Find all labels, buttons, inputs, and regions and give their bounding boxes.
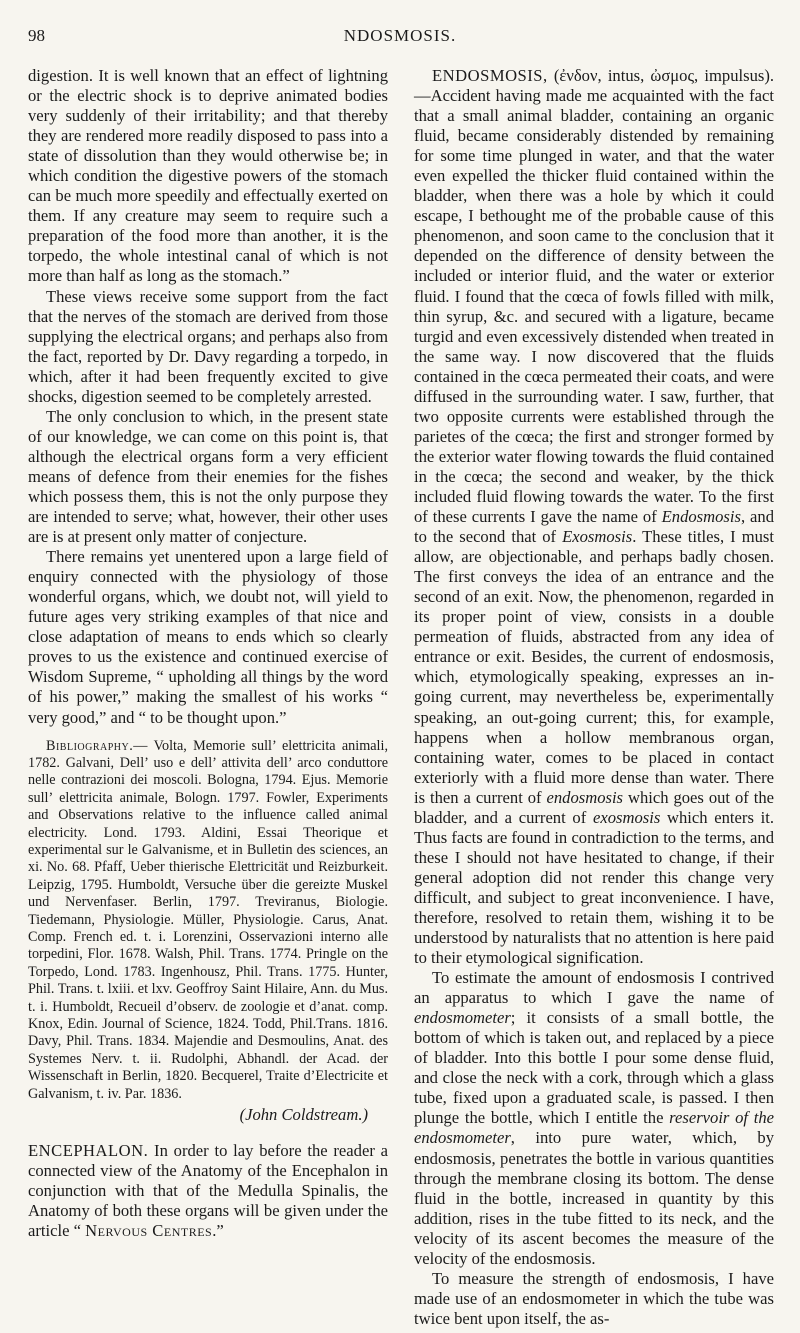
paragraph: To measure the strength of endosmosis, I have made use of an endosmometer in which the tube was twice bent upon itself, the as- bbox=[414, 1268, 774, 1328]
term: exosmosis bbox=[592, 807, 661, 827]
page-number: 98 bbox=[28, 26, 45, 45]
entry-heading: ENCEPHALON. bbox=[28, 1141, 149, 1161]
encephalon-entry bbox=[28, 1141, 388, 1241]
term: Endosmosis bbox=[661, 507, 741, 527]
entry-text: ; it consists of a small bottle, the bottom of which is taken out, and replaced by a piece of bladder. Into this bottle I pour some dense fluid, and close the neck with a cork, through which a glass tube, fixed upon a graduated scale, is passed. I then plunge the bottle, which I entitle the bbox=[414, 1008, 774, 1128]
term: endosmosis bbox=[546, 787, 624, 807]
endosmosis-entry bbox=[414, 66, 774, 968]
running-title: NDOSMOSIS. bbox=[343, 26, 457, 45]
cross-reference: Nervous Centres bbox=[85, 1221, 213, 1241]
paragraph: There remains yet unentered upon a large field of enquiry connected with the physiology of those wonderful organs, which, we doubt not, will yield to future ages very striking examples of that nice and close adaptation of means to ends which so clearly proves to us the existence and continued exercise of Wisdom Supreme, “ upholding all things by the word of his power,” making the smallest of his works “ very good,” and “ to be thought upon.” bbox=[28, 547, 388, 727]
etymology: (ἐνδον, intus, ὠσμος, impulsus). bbox=[547, 66, 774, 85]
paragraph: The only conclusion to which, in the present state of our knowledge, we can come on this point is, that although the electrical organs form a very efficient means of defence from their enemies for the fishes which possess them, this is not the only purpose they are intended to serve; what, however, their other uses are is at present only matter of conjecture. bbox=[28, 406, 388, 547]
entry-text: —Accident having made me acquainted with the fact that a small animal bladder, containing an organic fluid, became considerably distended by remaining for some time plunged in water, and that the water even expelled the thicker fluid contained within the bladder, when there was a hole by which it could escape, I bethought me of the probable cause of this phenomenon, and soon came to the conclusion that it depended on the difference of density between the included or interior fluid, and the water or exterior fluid. I found that the cœca of fowls filled with milk, thin syrup, &c. and secured with a ligature, became turgid and even excessively distended when treated in the same way. I now discovered that the fluids contained in the cœca permeated their coats, and were diffused in the surrounding water. I saw, further, that two opposite currents were established through the parietes of the cœca; the first and stronger formed by the exterior water flowing towards the fluid contained in the cœca; the second and weaker, by the thick included fluid flowing towards the water. To the first of these currents I gave the name of bbox=[414, 86, 774, 527]
paragraph bbox=[414, 968, 774, 1269]
entry-text: , into pure water, which, by endosmosis, penetrates the bottle in various quantities through the membrane closing its bottom. The dense fluid in the bottle, increased in quantity by this addition, rises in the tube fitted to its neck, and the velocity of its ascent becomes the measure of the velocity of the endosmosis. bbox=[414, 1128, 774, 1268]
entry-text: . These titles, I must allow, are objectionable, and perhaps badly chosen. The first conveys the idea of an entrance and the second of an exit. Now, the phenomenon, regarded in its proper point of view, consists in a double permeation of fluids, abstracted from any idea of entrance or exit. Besides, the current of endosmosis, which, etymologically speaking, expresses an in-going current, may nevertheless be, experimentally speaking, an out-going current; this, for example, happens when a hollow membranous organ, containing water, comes to be placed in contact exteriorly with a fluid more dense than water. There is then a current of bbox=[414, 527, 774, 807]
entry-text: To estimate the amount of endosmosis I contrived an apparatus to which I gave the name of bbox=[414, 968, 774, 1008]
right-column bbox=[414, 66, 774, 1329]
author-signature: (John Coldstream.) bbox=[239, 1105, 368, 1125]
entry-heading: ENDOSMOSIS, bbox=[432, 66, 548, 85]
term: reservoir of the endosmometer bbox=[414, 1108, 774, 1148]
bibliography-label: Bibliography. bbox=[46, 737, 134, 754]
bibliography bbox=[28, 738, 388, 1104]
term: endosmometer bbox=[414, 1008, 511, 1028]
paragraph: These views receive some support from the fact that the nerves of the stomach are derived from those supplying the electrical organs; and perhaps also from the fact, reported by Dr. Davy regarding a torpedo, in which, after it had been frequently excited to give shocks, digestion seemed to be completely arrested. bbox=[28, 286, 388, 406]
running-head bbox=[28, 26, 772, 52]
entry-text: , and to the second that of bbox=[414, 507, 774, 547]
entry-text: which enters it. Thus facts are found in contradiction to the terms, and these I should not have hesitated to change, if their general adoption did not render this change very difficult, and subject to great inconvenience. I have, therefore, resolved to retain them, wishing it to be understood by naturalists that no attention is here paid to their etymological signification. bbox=[414, 807, 774, 968]
entry-text: which goes out of the bladder, and a current of bbox=[414, 787, 774, 827]
bibliography-text: — Volta, Memorie sull’ elettricita animali, 1782. Galvani, Dell’ uso e dell’ attivita dell’ arco conduttore nelle contrazioni dei moscoli. Bologna, 1794. Ejus. Memorie sull’ elettricita animale, Bologn. 1797. Fowler, Experiments and Observations relative to the influence called animal electricity. Lond. 1793. Aldini, Essai Theorique et experimental sur le Galvanisme, et in Bulletin des sciences, an xi. No. 68. Pfaff, Ueber thierische Elettricität und Reizburkeit. Leipzig, 1795. Humboldt, Versuche über die gereizte Muskel und Nervenfaser. Berlin, 1797. Treviranus, Biologie. Tiedemann, Physiologie. Müller, Physiologie. Carus, Anat. Comp. French ed. t. i. Lorenzini, Osservazioni interno alle torpedini, Flor. 1678. Walsh, Phil. Trans. 1774. Pringle on the Torpedo, Lond. 1783. Ingenhousz, Phil. Trans. 1775. Hunter, Phil. Trans. t. lxiii. et lxv. Geoffroy Saint Hilaire, Ann. du Mus. t. i. Humboldt, Recueil d’observ. de zoologie et d’anat. comp. Knox, Edin. Journal of Science, 1824. Todd, Phil.Trans. 1816. Davy, Phil. Trans. 1834. Majendie and Desmoulins, Anat. des Systemes Nerv. t. ii. Rudolphi, Abhandl. der Acad. der Wissenschaft in Berlin, 1820. Becquerel, Traite d’Electricite et Galvanism, t. iv. Par. 1836. bbox=[28, 737, 388, 1102]
entry-text: In order to lay before the reader a connected view of the Anatomy of the Encephalon in conjunction with that of the Medulla Spinalis, the Anatomy of both these organs will be given under the article “ bbox=[28, 1141, 388, 1241]
paragraph: digestion. It is well known that an effect of lightning or the electric shock is to deprive animated bodies very suddenly of their irritability; and that thereby they are rendered more readily disposed to pass into a state of dissolution than they would otherwise be; in which condition the digestive powers of the stomach can be much more speedily and effectually exerted on them. If any creature may seem to require such a preparation of the food more than another, it is the torpedo, the whole intestinal canal of which is not more than half as long as the stomach.” bbox=[28, 66, 388, 286]
term: Exosmosis bbox=[562, 527, 633, 547]
left-column bbox=[28, 66, 388, 1241]
entry-text: .” bbox=[212, 1221, 224, 1241]
